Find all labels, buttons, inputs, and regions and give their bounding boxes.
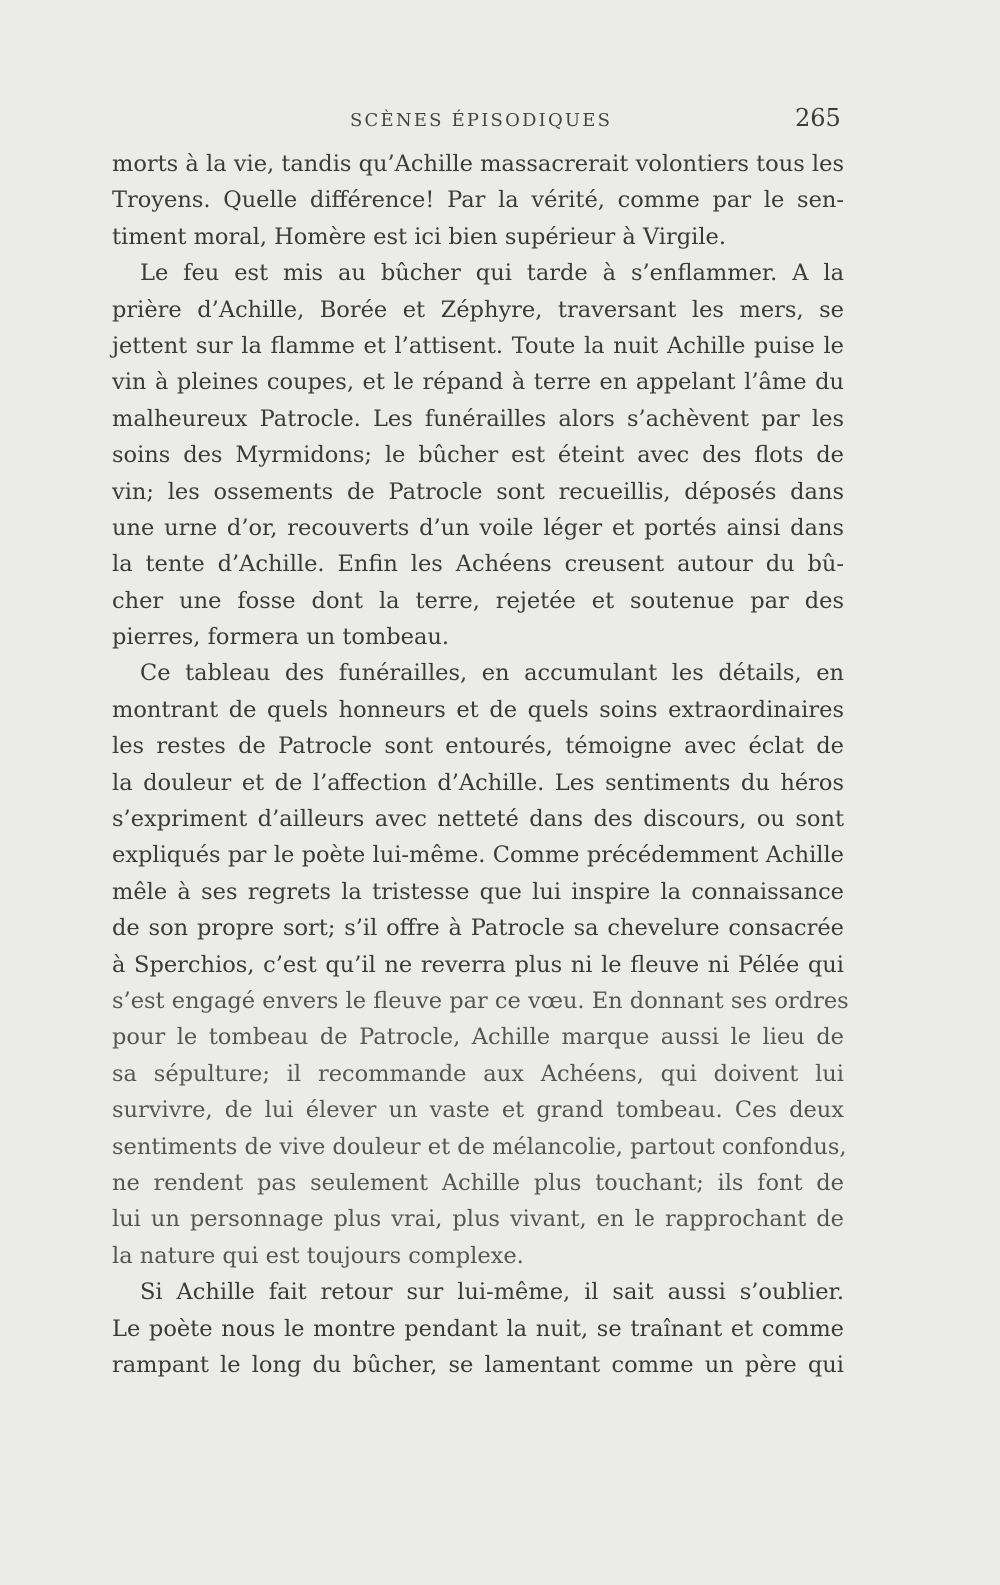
text-line: à Sperchios, c’est qu’il ne reverra plus ni le fleuve ni Pélée qui [112,951,844,978]
text-line: montrant de quels honneurs et de quels soins extraordinaires [112,696,844,723]
text-line: ne rendent pas seulement Achille plus touchant; ils font de [112,1169,844,1196]
text-line: la tente d’Achille. Enfin les Achéens creusent autour du bû- [112,551,844,578]
text-line: pour le tombeau de Patrocle, Achille marque aussi le lieu de [112,1024,844,1051]
text-line: s’expriment d’ailleurs avec netteté dans des discours, ou sont [112,806,844,833]
text-line: Si Achille fait retour sur lui-même, il sait aussi s’oublier. [140,1279,844,1306]
text-line: vin à pleines coupes, et le répand à terre en appelant l’âme du [112,369,844,396]
text-line: prière d’Achille, Borée et Zéphyre, traversant les mers, se [112,296,844,323]
text-line: Le poète nous le montre pendant la nuit, se traînant et comme [112,1315,844,1342]
text-line: malheureux Patrocle. Les funérailles alors s’achèvent par les [112,405,844,432]
text-line: morts à la vie, tandis qu’Achille massacrerait volontiers tous les [112,151,844,177]
text-line: rampant le long du bûcher, se lamentant comme un père qui [112,1351,844,1378]
text-line: vin; les ossements de Patrocle sont recueillis, déposés dans [112,478,844,505]
body-text [112,146,849,1383]
text-line: la nature qui est toujours complexe. [112,1242,524,1269]
text-line: lui un personnage plus vrai, plus vivant, en le rapprochant de [112,1206,844,1233]
text-line: expliqués par le poète lui-même. Comme précédemment Achille [112,842,844,869]
text-line: s’est engagé envers le fleuve par ce vœu. En donnant ses ordres [112,987,849,1014]
running-title: SCÈNES ÉPISODIQUES [350,110,613,131]
text-line: sa sépulture; il recommande aux Achéens, qui doivent lui [112,1060,844,1087]
text-line: survivre, de lui élever un vaste et grand tombeau. Ces deux [112,1097,844,1124]
text-line: Le feu est mis au bûcher qui tarde à s’enflammer. A la [140,260,844,287]
text-line: Troyens. Quelle différence! Par la vérité, comme par le sen- [112,187,844,214]
text-line: sentiments de vive douleur et de mélancolie, partout confondus, [112,1133,847,1160]
text-line: mêle à ses regrets la tristesse que lui inspire la connaissance [112,878,844,905]
text-line: la douleur et de l’affection d’Achille. Les sentiments du héros [112,769,844,796]
text-line: Ce tableau des funérailles, en accumulant les détails, en [140,660,844,687]
text-line: les restes de Patrocle sont entourés, témoigne avec éclat de [112,733,844,760]
page-number: 265 [795,104,841,132]
text-line: une urne d’or, recouverts d’un voile léger et portés ainsi dans [112,514,844,541]
text-line: pierres, formera un tombeau. [112,624,450,651]
text-line: de son propre sort; s’il offre à Patrocle sa chevelure consacrée [112,915,844,942]
text-line: cher une fosse dont la terre, rejetée et soutenue par des [112,587,844,614]
text-line: jettent sur la flamme et l’attisent. Toute la nuit Achille puise le [112,332,844,359]
text-line: soins des Myrmidons; le bûcher est éteint avec des flots de [112,442,844,469]
text-line: timent moral, Homère est ici bien supérieur à Virgile. [112,223,726,250]
running-head [0,104,1000,140]
